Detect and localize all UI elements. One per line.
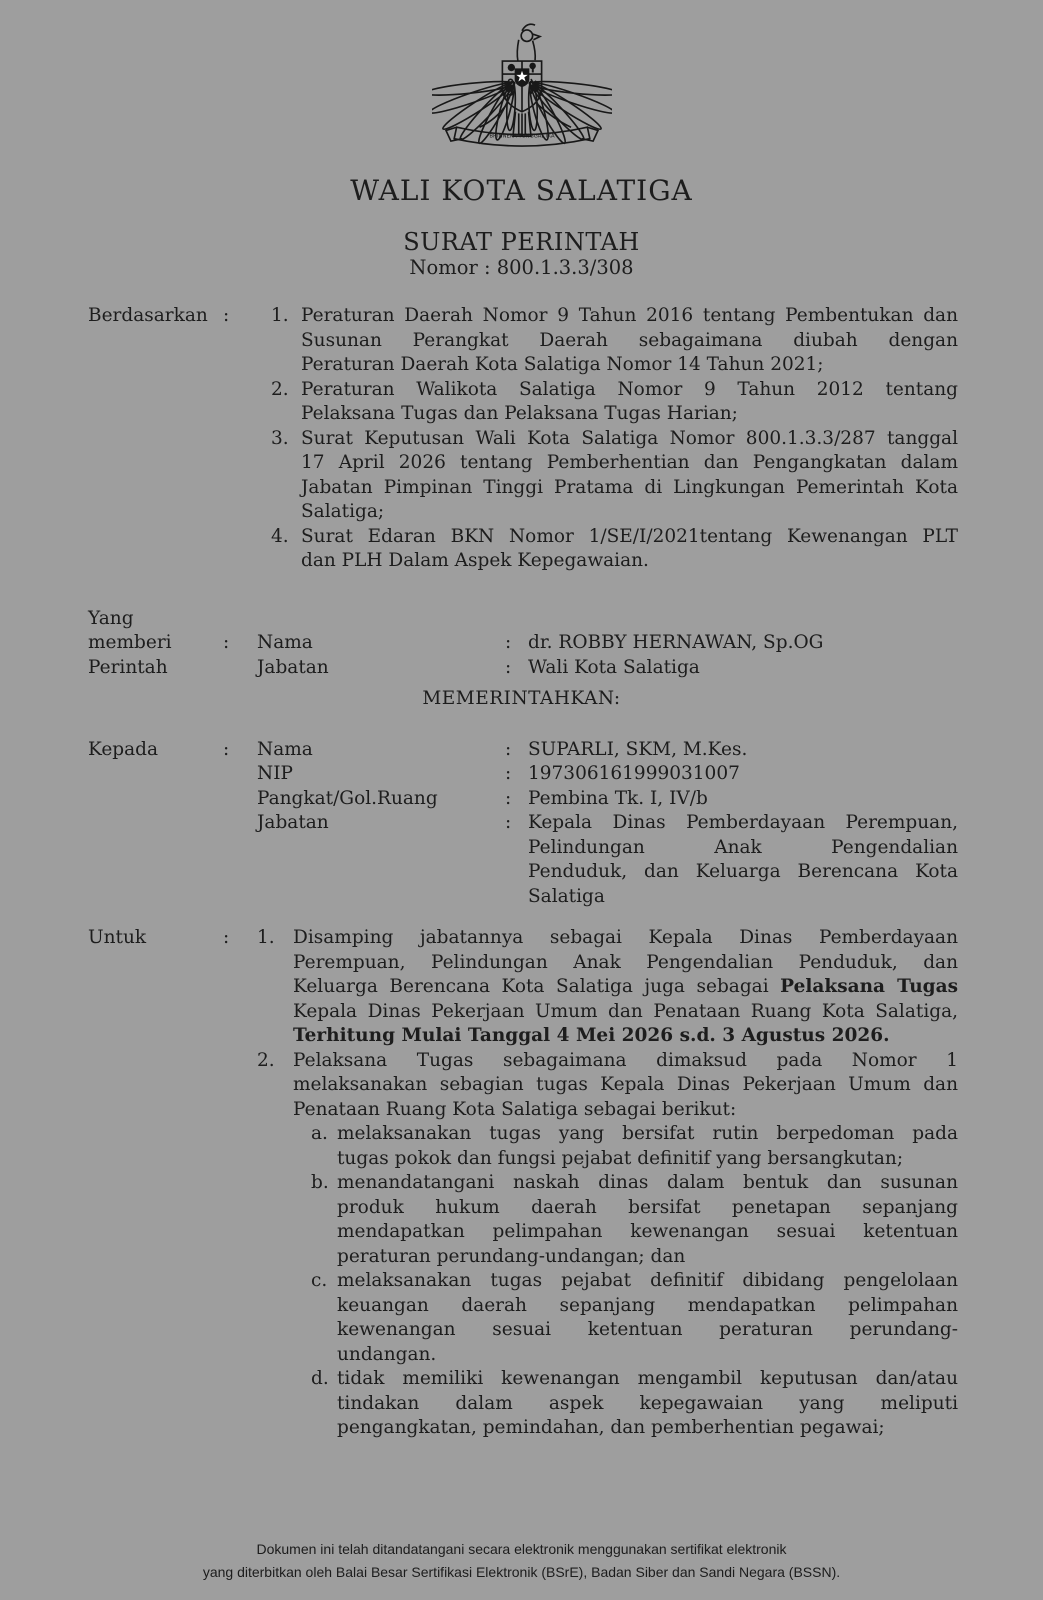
item-number: 2. bbox=[271, 378, 289, 400]
emblem-motto-text: BHINNEKA TUNGGAL IKA bbox=[488, 133, 555, 140]
field-value: SUPARLI, SKM, M.Kes. bbox=[528, 738, 748, 760]
text-line: melaksanakan sebagian tugas Kepala Dinas Pekerjaan Umum dan bbox=[293, 1074, 958, 1095]
item-number: 2. bbox=[257, 1049, 275, 1071]
text-line: keuangan daerah sepanjang mendapatkan pelimpahan bbox=[337, 1294, 958, 1316]
section-berdasarkan bbox=[88, 304, 958, 574]
text-line: Kepala Dinas Pemberdayaan Perempuan, bbox=[528, 812, 958, 833]
section-label: Kepada bbox=[88, 738, 159, 760]
section-untuk bbox=[88, 926, 958, 1441]
text-line: tidak memiliki kewenangan mengambil keputusan dan/atau bbox=[337, 1368, 958, 1389]
field-row bbox=[257, 811, 958, 909]
field-row bbox=[257, 656, 958, 681]
item-letter: a. bbox=[311, 1123, 328, 1144]
memerintahkan-heading: MEMERINTAHKAN: bbox=[422, 688, 621, 709]
text-line: mendapatkan pelimpahan kewenangan sesuai ketentuan bbox=[337, 1221, 958, 1242]
field-label: Jabatan bbox=[257, 656, 329, 678]
text-line: kewenangan sesuai ketentuan peraturan perundang- bbox=[337, 1319, 958, 1340]
berdasarkan-item bbox=[257, 525, 958, 574]
untuk-sub-item bbox=[311, 1367, 958, 1441]
text-line: Disamping jabatannya sebagai Kepala Dinas Pemberdayaan bbox=[293, 927, 958, 948]
text-line: Susunan Perangkat Daerah sebagaimana diubah dengan bbox=[301, 329, 958, 351]
text-line: Pelaksana Tugas dan Pelaksana Tugas Harian; bbox=[301, 403, 738, 424]
colon: : bbox=[505, 656, 512, 678]
item-number: 4. bbox=[271, 525, 289, 547]
text-line: Terhitung Mulai Tanggal 4 Mei 2026 s.d. 3 Agustus 2026. bbox=[293, 1025, 890, 1046]
text-line: Peraturan Daerah Nomor 9 Tahun 2016 tentang Pembentukan dan bbox=[301, 305, 958, 326]
colon: : bbox=[223, 305, 230, 326]
field-label: Jabatan bbox=[257, 812, 329, 833]
item-letter: d. bbox=[311, 1368, 329, 1389]
text-line: Penduduk, dan Keluarga Berencana Kota bbox=[528, 861, 958, 882]
text-line: peraturan perundang-undangan; dan bbox=[337, 1245, 686, 1267]
text-line: Surat Keputusan Wali Kota Salatiga Nomor 800.1.3.3/287 tanggal bbox=[301, 427, 958, 449]
text-line: Surat Edaran BKN Nomor 1/SE/I/2021tentang Kewenangan PLT bbox=[301, 525, 958, 547]
section-label-line: Perintah bbox=[88, 656, 168, 678]
authority-title: WALI KOTA SALATIGA bbox=[350, 174, 693, 207]
berdasarkan-item bbox=[257, 378, 958, 427]
text-line: undangan. bbox=[337, 1343, 437, 1365]
field-value: Wali Kota Salatiga bbox=[528, 656, 700, 678]
text-line: Salatiga; bbox=[301, 501, 385, 522]
text-line: Peraturan Walikota Salatiga Nomor 9 Tahun 2012 tentang bbox=[301, 378, 958, 400]
text-line: melaksanakan tugas yang bersifat rutin berpedoman pada bbox=[337, 1123, 958, 1144]
item-number: 1. bbox=[257, 927, 275, 948]
text-line: dan PLH Dalam Aspek Kepegawaian. bbox=[301, 550, 649, 571]
colon: : bbox=[223, 927, 230, 948]
text-line: Kepala Dinas Pekerjaan Umum dan Penataan Ruang Kota Salatiga, bbox=[293, 1000, 958, 1022]
item-number: 1. bbox=[271, 305, 289, 326]
text-line: pengangkatan, pemindahan, dan pemberhentian pegawai; bbox=[337, 1417, 885, 1438]
text-line: Keluarga Berencana Kota Salatiga juga sebagai Pelaksana Tugas bbox=[293, 976, 958, 997]
text-line: Perempuan, Pelindungan Anak Pengendalian Penduduk, dan bbox=[293, 951, 958, 973]
field-label: Nama bbox=[257, 632, 313, 653]
field-label: Nama bbox=[257, 738, 313, 760]
section-label-line: Yang bbox=[88, 607, 134, 629]
item-number: 3. bbox=[271, 427, 289, 449]
field-label: Pangkat/Gol.Ruang bbox=[257, 787, 438, 809]
untuk-sub-item bbox=[311, 1122, 958, 1171]
text-line: Penataan Ruang Kota Salatiga sebagai berikut: bbox=[293, 1098, 737, 1120]
berdasarkan-item bbox=[257, 304, 958, 378]
colon: : bbox=[505, 763, 512, 784]
document-number: Nomor : 800.1.3.3/308 bbox=[409, 256, 634, 279]
document-title: SURAT PERINTAH bbox=[403, 228, 640, 256]
field-row bbox=[257, 631, 958, 656]
berdasarkan-item bbox=[257, 427, 958, 525]
electronic-signature-notice bbox=[0, 1538, 1043, 1584]
item-letter: b. bbox=[311, 1172, 329, 1193]
section-pemberi-perintah bbox=[88, 607, 958, 681]
text-line: 17 April 2026 tentang Pemberhentian dan Pengangkatan dalam bbox=[301, 452, 958, 473]
colon: : bbox=[505, 632, 512, 653]
section-label: Untuk bbox=[88, 927, 147, 948]
field-row bbox=[257, 762, 958, 787]
footer-line: yang diterbitkan oleh Balai Besar Sertifikasi Elektronik (BSrE), Badan Siber dan Sandi Negara (BSSN). bbox=[202, 1564, 841, 1580]
section-label: Berdasarkan bbox=[88, 305, 208, 326]
section-label-line: memberi bbox=[88, 632, 172, 653]
garuda-pancasila-emblem bbox=[432, 12, 612, 164]
text-line: menandatangani naskah dinas dalam bentuk dan susunan bbox=[337, 1172, 958, 1193]
field-row bbox=[257, 787, 958, 812]
text-line: Salatiga bbox=[528, 885, 605, 907]
untuk-sub-item bbox=[311, 1269, 958, 1367]
colon: : bbox=[505, 787, 512, 809]
field-value: dr. ROBBY HERNAWAN, Sp.OG bbox=[528, 632, 824, 653]
item-letter: c. bbox=[311, 1270, 328, 1291]
untuk-item bbox=[257, 1049, 958, 1441]
field-value: 197306161999031007 bbox=[528, 763, 740, 784]
untuk-sub-item bbox=[311, 1171, 958, 1269]
footer-line: Dokumen ini telah ditandatangani secara elektronik menggunakan sertifikat elektronik bbox=[256, 1541, 787, 1557]
text-line: tindakan dalam aspek kepegawaian yang meliputi bbox=[337, 1392, 958, 1414]
colon: : bbox=[223, 632, 230, 653]
text-line: Jabatan Pimpinan Tinggi Pratama di Lingkungan Pemerintah Kota bbox=[301, 476, 958, 498]
field-row bbox=[257, 738, 958, 763]
text-line: produk hukum daerah bersifat penetapan sepanjang bbox=[337, 1196, 958, 1218]
text-line: Peraturan Daerah Kota Salatiga Nomor 14 Tahun 2021; bbox=[301, 354, 824, 375]
field-value: Pembina Tk. I, IV/b bbox=[528, 787, 708, 809]
text-line: Pelaksana Tugas sebagaimana dimaksud pada Nomor 1 bbox=[293, 1049, 958, 1071]
section-kepada bbox=[88, 738, 958, 910]
field-label: NIP bbox=[257, 763, 293, 784]
colon: : bbox=[505, 812, 512, 833]
text-line: melaksanakan tugas pejabat definitif dibidang pengelolaan bbox=[337, 1270, 958, 1291]
text-line: tugas pokok dan fungsi pejabat definitif yang bersangkutan; bbox=[337, 1147, 904, 1169]
colon: : bbox=[223, 738, 230, 760]
colon: : bbox=[505, 738, 512, 760]
emblem-container bbox=[0, 0, 1043, 168]
untuk-item bbox=[257, 926, 958, 1049]
text-line: Pelindungan Anak Pengendalian bbox=[528, 836, 958, 858]
